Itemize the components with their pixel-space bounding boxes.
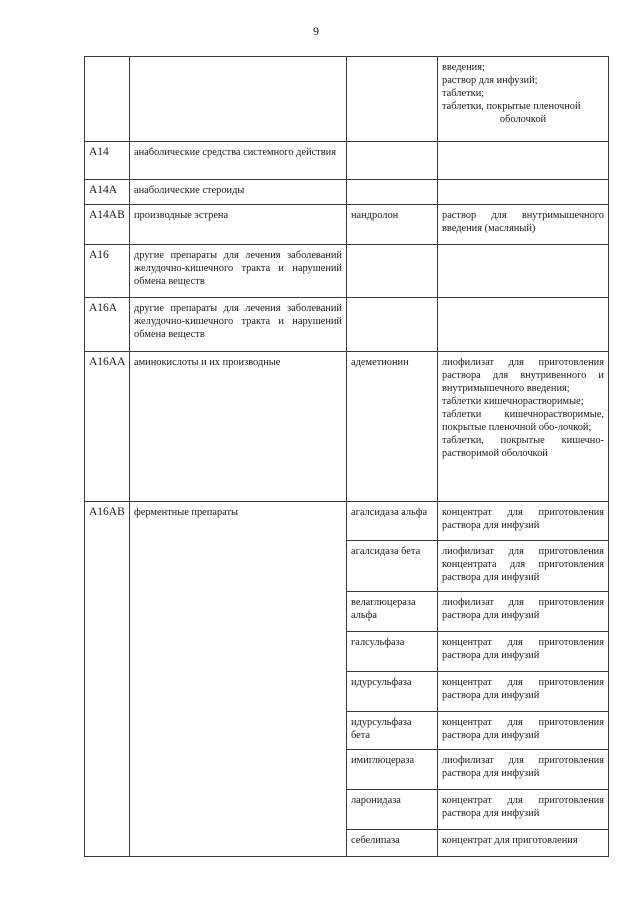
substance-cell xyxy=(347,245,438,298)
dosage-form-line: таблетки кишечнорастворимые; xyxy=(442,396,584,407)
table-row xyxy=(85,502,609,541)
dosage-form-cell: лиофилизат для приготовления раствора для инфузий xyxy=(438,592,609,632)
dosage-form-line: таблетки; xyxy=(442,88,485,99)
table-row xyxy=(85,352,609,502)
group-cell: анаболические стероиды xyxy=(130,180,347,205)
dosage-form-line: лиофилизат для приготовления раствора для внутривенного и внутримышечного введения; xyxy=(442,357,604,394)
atc-code-cell: A14A xyxy=(85,180,130,205)
substance-cell xyxy=(347,142,438,180)
substance-cell xyxy=(347,298,438,352)
dosage-form-line: таблетки, покрытые кишечно-растворимой оболочкой xyxy=(442,435,604,459)
substance-cell: галсульфаза xyxy=(347,632,438,672)
atc-code-cell: A16 xyxy=(85,245,130,298)
group-cell: анаболические средства системного действия xyxy=(130,142,347,180)
table-row xyxy=(85,180,609,205)
dosage-form-line: таблетки, покрытые пленочной xyxy=(442,101,581,112)
group-cell: другие препараты для лечения заболеваний желудочно-кишечного тракта и нарушений обмена веществ xyxy=(130,245,347,298)
substance-cell: агалсидаза альфа xyxy=(347,502,438,541)
substance-cell xyxy=(347,57,438,142)
substance-cell: идурсульфаза xyxy=(347,672,438,712)
substance-cell: агалсидаза бета xyxy=(347,541,438,592)
dosage-form-cell: концентрат для приготовления xyxy=(438,830,609,857)
atc-code-cell: A16AB xyxy=(85,502,130,857)
substance-cell xyxy=(347,180,438,205)
group-cell: другие препараты для лечения заболеваний желудочно-кишечного тракта и нарушений обмена веществ xyxy=(130,298,347,352)
dosage-form-cell: концентрат для приготовления раствора для инфузий xyxy=(438,712,609,750)
dosage-form-cell xyxy=(438,142,609,180)
table-row xyxy=(85,57,609,142)
substance-cell: имиглюцераза xyxy=(347,750,438,790)
dosage-form-cell xyxy=(438,245,609,298)
dosage-form-cell: концентрат для приготовления раствора для инфузий xyxy=(438,790,609,830)
atc-code-cell xyxy=(85,57,130,142)
dosage-form-cell xyxy=(438,298,609,352)
dosage-form-cell xyxy=(438,180,609,205)
dosage-form-cell: концентрат для приготовления раствора для инфузий xyxy=(438,502,609,541)
atc-code-cell: A14AB xyxy=(85,205,130,245)
dosage-form-cell: лиофилизат для приготовления раствора для инфузий xyxy=(438,750,609,790)
drug-table xyxy=(84,56,609,857)
substance-cell: идурсульфаза бета xyxy=(347,712,438,750)
group-cell: ферментные препараты xyxy=(130,502,347,857)
dosage-form-line: оболочкой xyxy=(499,114,547,125)
dosage-form-cell: концентрат для приготовления раствора для инфузий xyxy=(438,672,609,712)
table-row xyxy=(85,298,609,352)
substance-cell: велаглюцераза альфа xyxy=(347,592,438,632)
dosage-form-cell: лиофилизат для приготовления концентрата для приготовления раствора для инфузий xyxy=(438,541,609,592)
group-cell: аминокислоты и их производные xyxy=(130,352,347,502)
substance-cell: себелипаза xyxy=(347,830,438,857)
substance-cell: нандролон xyxy=(347,205,438,245)
dosage-form-cell: концентрат для приготовления раствора для инфузий xyxy=(438,632,609,672)
dosage-form-cell xyxy=(438,352,609,502)
dosage-form-line: введения; xyxy=(442,62,485,73)
substance-cell: ларонидаза xyxy=(347,790,438,830)
dosage-form-line: таблетки кишечнорастворимые, покрытые пленочной обо-лочкой; xyxy=(442,409,604,433)
table-row xyxy=(85,245,609,298)
page-number: 9 xyxy=(313,24,319,38)
dosage-form-cell: раствор для внутримышечного введения (масляный) xyxy=(438,205,609,245)
group-cell xyxy=(130,57,347,142)
atc-code-cell: A14 xyxy=(85,142,130,180)
dosage-form-cell xyxy=(438,57,609,142)
table-row xyxy=(85,142,609,180)
table-row xyxy=(85,205,609,245)
substance-cell: адеметионин xyxy=(347,352,438,502)
dosage-form-line: раствор для инфузий; xyxy=(442,75,538,86)
group-cell: производные эстрена xyxy=(130,205,347,245)
atc-code-cell: A16AA xyxy=(85,352,130,502)
atc-code-cell: A16A xyxy=(85,298,130,352)
